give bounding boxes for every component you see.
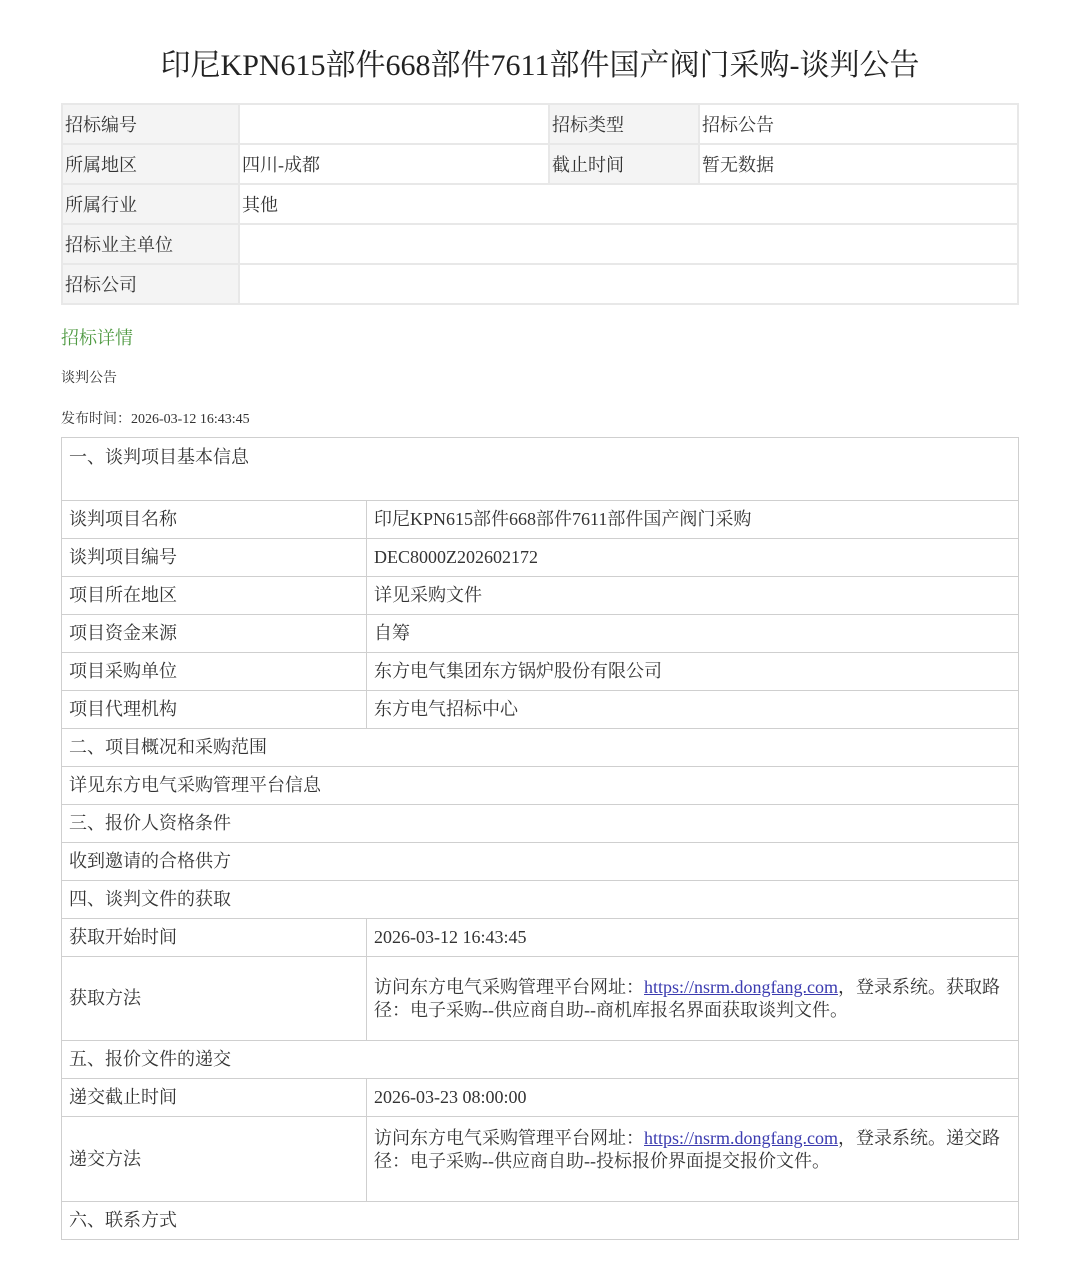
get-start-label: 获取开始时间: [62, 919, 367, 957]
row-label: 项目代理机构: [62, 691, 367, 729]
submit-deadline-label: 递交截止时间: [62, 1079, 367, 1117]
region-value: 四川-成都: [239, 144, 549, 184]
row-value: 印尼KPN615部件668部件7611部件国产阀门采购: [367, 501, 1019, 539]
region-label: 所属地区: [62, 144, 239, 184]
table-row: [62, 653, 1019, 691]
get-method-label: 获取方法: [62, 957, 367, 1041]
submit-deadline-value: 2026-03-23 08:00:00: [367, 1079, 1019, 1117]
row-value: 东方电气招标中心: [367, 691, 1019, 729]
row-label: 谈判项目名称: [62, 501, 367, 539]
row-value: DEC8000Z202602172: [367, 539, 1019, 577]
section-1-heading: 一、谈判项目基本信息: [62, 438, 1019, 501]
section-2-heading: 二、项目概况和采购范围: [62, 729, 1019, 767]
row-value: 东方电气集团东方锅炉股份有限公司: [367, 653, 1019, 691]
get-method-pre: 访问东方电气采购管理平台网址：: [374, 976, 644, 997]
section-6-heading: 六、联系方式: [62, 1202, 1019, 1240]
section-5-heading: 五、报价文件的递交: [62, 1041, 1019, 1079]
owner-label: 招标业主单位: [62, 224, 239, 264]
submit-method-post: ，登录系统。递交路径：电子采购--供应商自助--投标报价界面提交报价文件。: [374, 1128, 1000, 1171]
industry-label: 所属行业: [62, 184, 239, 224]
table-row: [62, 577, 1019, 615]
section-4-heading: 四、谈判文件的获取: [62, 881, 1019, 919]
row-label: 项目采购单位: [62, 653, 367, 691]
table-row: [62, 615, 1019, 653]
row-label: 项目所在地区: [62, 577, 367, 615]
owner-value: [239, 224, 1018, 264]
bid-info-table: [61, 103, 1019, 305]
deadline-value: 暂无数据: [699, 144, 1018, 184]
platform-link[interactable]: https://nsrm.dongfang.com: [644, 1128, 838, 1148]
platform-link[interactable]: https://nsrm.dongfang.com: [644, 976, 838, 997]
table-row: [62, 691, 1019, 729]
section-2-text: 详见东方电气采购管理平台信息: [62, 767, 1019, 805]
get-method-post: ，登录系统。获取路径：电子采购--供应商自助--商机库报名界面获取谈判文件。: [374, 976, 1000, 1020]
notice-type: 谈判公告: [61, 371, 117, 386]
bid-type-value: 招标公告: [699, 104, 1018, 144]
submit-method-pre: 访问东方电气采购管理平台网址：: [374, 1128, 644, 1148]
submit-method-label: 递交方法: [62, 1117, 367, 1202]
detail-table: [61, 437, 1019, 1240]
row-label: 项目资金来源: [62, 615, 367, 653]
company-label: 招标公司: [62, 264, 239, 304]
table-row: [62, 539, 1019, 577]
page-title: 印尼KPN615部件668部件7611部件国产阀门采购-谈判公告: [160, 49, 920, 82]
submit-method-value: [367, 1117, 1019, 1202]
company-value: [239, 264, 1018, 304]
get-method-value: [367, 957, 1019, 1041]
bid-no-value: [239, 104, 549, 144]
section-3-text: 收到邀请的合格供方: [62, 843, 1019, 881]
get-start-value: 2026-03-12 16:43:45: [367, 919, 1019, 957]
bid-no-label: 招标编号: [62, 104, 239, 144]
deadline-label: 截止时间: [549, 144, 699, 184]
row-label: 谈判项目编号: [62, 539, 367, 577]
section-3-heading: 三、报价人资格条件: [62, 805, 1019, 843]
row-value: 详见采购文件: [367, 577, 1019, 615]
publish-time: 发布时间：2026-03-12 16:43:45: [61, 412, 250, 427]
row-value: 自筹: [367, 615, 1019, 653]
details-heading: 招标详情: [61, 328, 133, 348]
table-row: [62, 501, 1019, 539]
bid-type-label: 招标类型: [549, 104, 699, 144]
industry-value: 其他: [239, 184, 1018, 224]
